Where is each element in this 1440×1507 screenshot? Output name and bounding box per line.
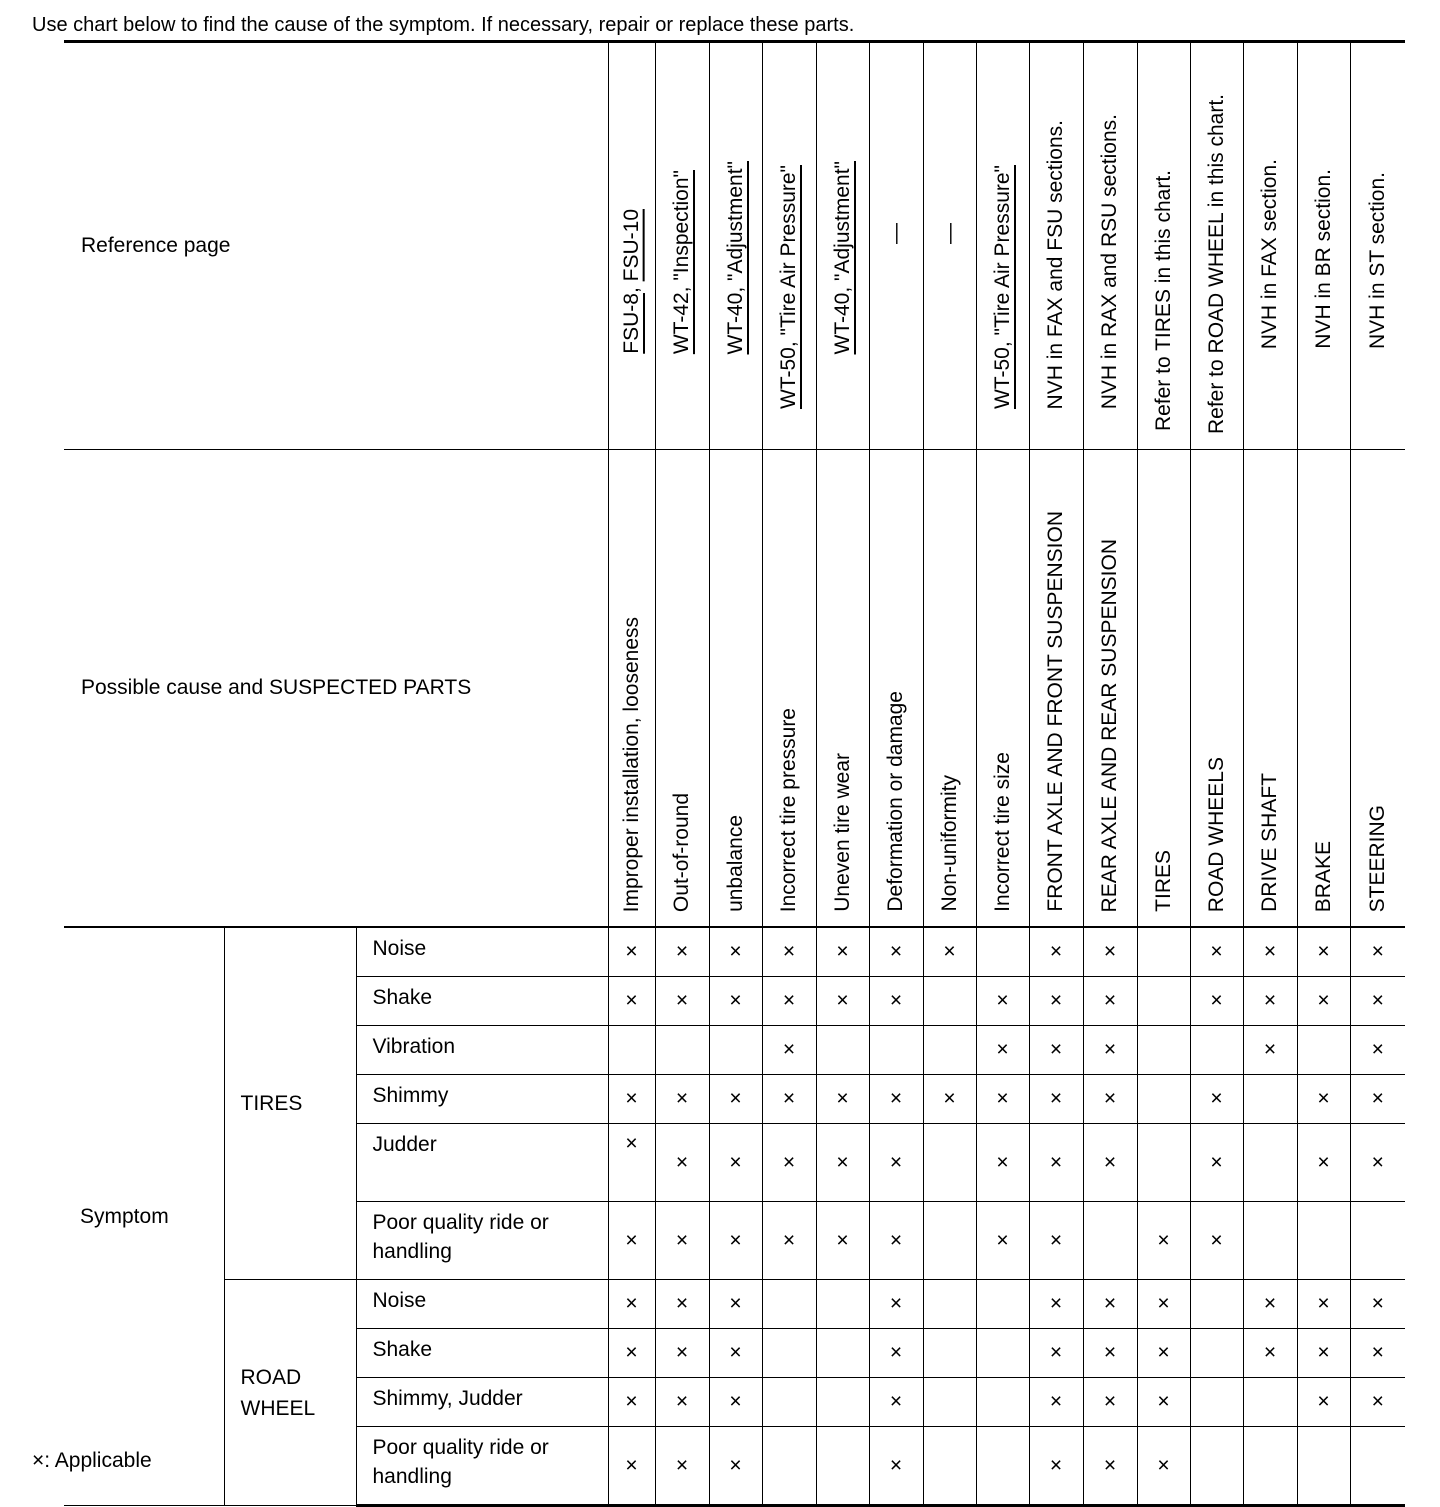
reference-link[interactable]: WT-50, "Tire Air Pressure" <box>777 164 801 409</box>
cause-cell <box>1243 450 1297 928</box>
symptom-row-label: Shimmy <box>356 1075 608 1124</box>
cause-cell <box>709 450 762 928</box>
applicable-mark <box>923 1026 976 1075</box>
applicable-mark <box>1243 1202 1297 1280</box>
applicable-mark <box>1297 1427 1350 1506</box>
cause-text: REAR AXLE AND REAR SUSPENSION <box>1098 538 1122 912</box>
applicable-mark: × <box>655 1427 709 1506</box>
applicable-mark: × <box>655 1280 709 1329</box>
applicable-mark: × <box>1350 1124 1405 1202</box>
applicable-mark: × <box>1190 1075 1243 1124</box>
symptom-row-label: Poor quality ride or handling <box>356 1202 608 1280</box>
applicable-mark <box>923 1202 976 1280</box>
applicable-mark <box>762 1280 816 1329</box>
applicable-mark: × <box>709 1427 762 1506</box>
cause-text: Incorrect tire pressure <box>777 707 801 912</box>
applicable-mark <box>1243 1075 1297 1124</box>
applicable-mark <box>1243 1427 1297 1506</box>
cause-text: FRONT AXLE AND FRONT SUSPENSION <box>1044 511 1068 912</box>
applicable-mark: × <box>762 1202 816 1280</box>
applicable-mark <box>816 1280 869 1329</box>
reference-cell <box>816 42 869 450</box>
applicable-mark: × <box>1029 1202 1083 1280</box>
applicable-mark: × <box>1083 927 1137 977</box>
cause-text: unbalance <box>723 815 747 912</box>
cause-text: Improper installation, looseness <box>619 616 643 912</box>
applicable-mark: × <box>709 927 762 977</box>
applicable-mark: × <box>1297 1075 1350 1124</box>
cause-text: BRAKE <box>1311 840 1335 912</box>
applicable-mark: × <box>1029 1427 1083 1506</box>
intro-text: Use chart below to find the cause of the symptom. If necessary, repair or replace these parts. <box>32 14 855 36</box>
applicable-mark: × <box>608 977 655 1026</box>
applicable-mark: × <box>1297 927 1350 977</box>
applicable-mark <box>1190 1427 1243 1506</box>
applicable-mark: × <box>1137 1329 1190 1378</box>
reference-cell <box>709 42 762 450</box>
symptom-row <box>64 1280 1405 1329</box>
cause-cell <box>1137 450 1190 928</box>
applicable-mark: × <box>709 977 762 1026</box>
applicable-mark <box>923 1427 976 1506</box>
applicable-mark: × <box>1083 1427 1137 1506</box>
applicable-mark: × <box>608 1075 655 1124</box>
reference-text: Refer to TIRES in this chart. <box>1151 169 1175 431</box>
applicable-mark <box>1297 1026 1350 1075</box>
symptom-group <box>224 927 356 1280</box>
applicable-mark: × <box>976 1026 1029 1075</box>
reference-cell <box>762 42 816 450</box>
applicable-mark: × <box>1190 1124 1243 1202</box>
symptom-row-label: Poor quality ride or handling <box>356 1427 608 1506</box>
applicable-mark: × <box>869 1202 923 1280</box>
applicable-mark: × <box>1243 1026 1297 1075</box>
applicable-mark <box>816 1427 869 1506</box>
reference-text: NVH in FAX and FSU sections. <box>1044 119 1068 409</box>
applicable-mark: × <box>869 1329 923 1378</box>
cause-text: Non-uniformity <box>937 775 961 912</box>
applicable-mark <box>816 1378 869 1427</box>
cause-text: Uneven tire wear <box>830 753 854 912</box>
applicable-mark: × <box>816 1202 869 1280</box>
symptom-row-label: Shake <box>356 1329 608 1378</box>
applicable-mark: × <box>709 1280 762 1329</box>
cause-cell <box>816 450 869 928</box>
reference-cell <box>608 42 655 450</box>
symptom-row-label: Noise <box>356 927 608 977</box>
applicable-mark: × <box>1350 1378 1405 1427</box>
applicable-mark: × <box>1029 1378 1083 1427</box>
applicable-mark <box>1137 977 1190 1026</box>
applicable-mark: × <box>1029 927 1083 977</box>
symptom-row <box>64 927 1405 977</box>
symptom-label: Symptom <box>64 927 224 1506</box>
applicable-mark: × <box>1350 1075 1405 1124</box>
applicable-mark: × <box>1190 927 1243 977</box>
cause-cell <box>923 450 976 928</box>
applicable-mark <box>762 1427 816 1506</box>
applicable-mark: × <box>1297 1124 1350 1202</box>
applicable-mark: × <box>869 927 923 977</box>
applicable-mark <box>1350 1202 1405 1280</box>
applicable-mark <box>923 1378 976 1427</box>
reference-link[interactable]: WT-50, "Tire Air Pressure" <box>990 164 1014 409</box>
reference-cell <box>1350 42 1405 450</box>
applicable-mark: × <box>655 1378 709 1427</box>
applicable-mark: × <box>655 1329 709 1378</box>
reference-text: — <box>884 223 908 244</box>
applicable-mark <box>869 1026 923 1075</box>
applicable-mark: × <box>762 1124 816 1202</box>
applicable-mark: × <box>1137 1378 1190 1427</box>
applicable-mark: × <box>762 977 816 1026</box>
applicable-mark: × <box>1137 1427 1190 1506</box>
applicable-mark: × <box>709 1124 762 1202</box>
applicable-mark <box>655 1026 709 1075</box>
reference-cell <box>655 42 709 450</box>
applicable-mark <box>923 1124 976 1202</box>
reference-link[interactable]: FSU-8, FSU-10 <box>619 209 643 354</box>
symptom-group <box>224 1280 356 1506</box>
applicable-mark: × <box>976 977 1029 1026</box>
applicable-mark: × <box>709 1378 762 1427</box>
reference-link[interactable]: WT-42, "Inspection" <box>670 169 694 354</box>
reference-link[interactable]: WT-40, "Adjustment" <box>723 160 747 354</box>
symptom-chart <box>64 40 1405 1507</box>
applicable-mark: × <box>762 1075 816 1124</box>
cause-cell <box>1083 450 1137 928</box>
applicable-mark: × <box>1243 927 1297 977</box>
applicable-mark <box>608 1026 655 1075</box>
applicable-mark: × <box>709 1202 762 1280</box>
applicable-mark: × <box>1350 1026 1405 1075</box>
applicable-mark: × <box>1350 927 1405 977</box>
applicable-mark <box>923 1280 976 1329</box>
applicable-mark: × <box>816 1124 869 1202</box>
cause-row <box>64 450 1405 928</box>
reference-cell <box>1243 42 1297 450</box>
reference-text: NVH in BR section. <box>1311 169 1335 349</box>
applicable-mark <box>923 977 976 1026</box>
applicable-mark: × <box>608 1329 655 1378</box>
cause-text: Deformation or damage <box>884 691 908 912</box>
applicable-mark: × <box>1029 1026 1083 1075</box>
applicable-mark: × <box>1243 1280 1297 1329</box>
cause-cell <box>976 450 1029 928</box>
reference-cell <box>1083 42 1137 450</box>
applicable-mark: × <box>608 1280 655 1329</box>
reference-cell <box>1297 42 1350 450</box>
applicable-mark <box>923 1329 976 1378</box>
cause-cell <box>1350 450 1405 928</box>
applicable-mark <box>1137 1124 1190 1202</box>
applicable-mark: × <box>1083 1026 1137 1075</box>
applicable-mark: × <box>709 1329 762 1378</box>
applicable-mark: × <box>655 977 709 1026</box>
applicable-mark <box>976 927 1029 977</box>
applicable-mark: × <box>1083 1378 1137 1427</box>
reference-text: NVH in RAX and RSU sections. <box>1098 113 1122 409</box>
applicable-mark: × <box>1137 1280 1190 1329</box>
applicable-mark: × <box>1190 977 1243 1026</box>
reference-text: NVH in FAX section. <box>1258 158 1282 349</box>
applicable-mark: × <box>709 1075 762 1124</box>
applicable-mark: × <box>655 1075 709 1124</box>
applicable-mark: × <box>976 1124 1029 1202</box>
applicable-mark: × <box>1297 1329 1350 1378</box>
applicable-mark: × <box>608 1124 655 1202</box>
applicable-mark: × <box>869 1427 923 1506</box>
applicable-mark: × <box>655 1202 709 1280</box>
applicable-mark: × <box>1350 1329 1405 1378</box>
applicable-mark <box>1190 1329 1243 1378</box>
applicable-mark: × <box>976 1202 1029 1280</box>
applicable-mark <box>1137 927 1190 977</box>
reference-cell <box>1190 42 1243 450</box>
applicable-mark <box>1190 1026 1243 1075</box>
legend: ×: Applicable <box>32 1449 152 1472</box>
reference-row <box>64 42 1405 450</box>
applicable-mark <box>709 1026 762 1075</box>
applicable-mark: × <box>923 1075 976 1124</box>
applicable-mark: × <box>976 1075 1029 1124</box>
applicable-mark: × <box>655 1124 709 1202</box>
applicable-mark: × <box>608 1427 655 1506</box>
applicable-mark <box>762 1329 816 1378</box>
applicable-mark: × <box>1297 977 1350 1026</box>
reference-text: Refer to ROAD WHEEL in this chart. <box>1204 94 1228 434</box>
cause-cell <box>869 450 923 928</box>
cause-cell <box>1029 450 1083 928</box>
applicable-mark <box>976 1329 1029 1378</box>
cause-text: TIRES <box>1151 850 1175 912</box>
reference-cell <box>1137 42 1190 450</box>
applicable-mark <box>1243 1124 1297 1202</box>
applicable-mark: × <box>1243 977 1297 1026</box>
applicable-mark: × <box>1297 1280 1350 1329</box>
reference-link[interactable]: WT-40, "Adjustment" <box>830 160 854 354</box>
applicable-mark <box>816 1026 869 1075</box>
applicable-mark: × <box>869 1378 923 1427</box>
applicable-mark: × <box>816 927 869 977</box>
applicable-mark <box>976 1378 1029 1427</box>
applicable-mark: × <box>869 1124 923 1202</box>
applicable-mark: × <box>1029 1280 1083 1329</box>
cause-text: Incorrect tire size <box>990 752 1014 912</box>
applicable-mark: × <box>1297 1378 1350 1427</box>
applicable-mark: × <box>1243 1329 1297 1378</box>
applicable-mark: × <box>1083 1329 1137 1378</box>
applicable-mark <box>1350 1427 1405 1506</box>
applicable-mark: × <box>1083 1124 1137 1202</box>
cause-cell <box>1190 450 1243 928</box>
symptom-row-label: Noise <box>356 1280 608 1329</box>
applicable-mark: × <box>608 1378 655 1427</box>
symptom-row-label: Judder <box>356 1124 608 1202</box>
cause-cell <box>655 450 709 928</box>
reference-cell <box>923 42 976 450</box>
applicable-mark: × <box>762 927 816 977</box>
applicable-mark: × <box>1350 1280 1405 1329</box>
symptom-group-name: ROAD WHEEL <box>240 1365 316 1420</box>
applicable-mark: × <box>608 927 655 977</box>
cause-cell <box>762 450 816 928</box>
applicable-mark: × <box>762 1026 816 1075</box>
applicable-mark <box>1190 1280 1243 1329</box>
applicable-mark: × <box>869 977 923 1026</box>
applicable-mark <box>1297 1202 1350 1280</box>
applicable-mark: × <box>869 1280 923 1329</box>
applicable-mark <box>1190 1378 1243 1427</box>
symptom-row-label: Shake <box>356 977 608 1026</box>
reference-text: — <box>937 223 961 244</box>
applicable-mark: × <box>923 927 976 977</box>
applicable-mark: × <box>869 1075 923 1124</box>
applicable-mark <box>976 1427 1029 1506</box>
applicable-mark <box>1243 1378 1297 1427</box>
reference-cell <box>976 42 1029 450</box>
cause-text: Out-of-round <box>670 792 694 912</box>
applicable-mark: × <box>1350 977 1405 1026</box>
applicable-mark: × <box>1190 1202 1243 1280</box>
applicable-mark <box>762 1378 816 1427</box>
reference-text: NVH in ST section. <box>1365 171 1389 349</box>
symptom-row-label: Shimmy, Judder <box>356 1378 608 1427</box>
applicable-mark <box>976 1280 1029 1329</box>
reference-page-label: Reference page <box>64 42 608 450</box>
symptom-row-label: Vibration <box>356 1026 608 1075</box>
possible-cause-label: Possible cause and SUSPECTED PARTS <box>64 450 608 928</box>
symptom-group-name: TIRES <box>240 1092 303 1115</box>
applicable-mark <box>1083 1202 1137 1280</box>
applicable-mark: × <box>816 1075 869 1124</box>
cause-cell <box>1297 450 1350 928</box>
applicable-mark: × <box>1083 977 1137 1026</box>
cause-cell <box>608 450 655 928</box>
reference-cell <box>869 42 923 450</box>
applicable-mark <box>1137 1026 1190 1075</box>
applicable-mark: × <box>1137 1202 1190 1280</box>
applicable-mark <box>1137 1075 1190 1124</box>
applicable-mark: × <box>655 927 709 977</box>
cause-text: ROAD WHEELS <box>1204 756 1228 912</box>
applicable-mark: × <box>1029 1075 1083 1124</box>
applicable-mark: × <box>1029 1124 1083 1202</box>
applicable-mark: × <box>1029 1329 1083 1378</box>
applicable-mark: × <box>1029 977 1083 1026</box>
applicable-mark: × <box>1083 1280 1137 1329</box>
reference-cell <box>1029 42 1083 450</box>
applicable-mark: × <box>816 977 869 1026</box>
cause-text: DRIVE SHAFT <box>1258 773 1282 912</box>
applicable-mark: × <box>1083 1075 1137 1124</box>
applicable-mark <box>816 1329 869 1378</box>
cause-text: STEERING <box>1365 804 1389 912</box>
applicable-mark: × <box>608 1202 655 1280</box>
